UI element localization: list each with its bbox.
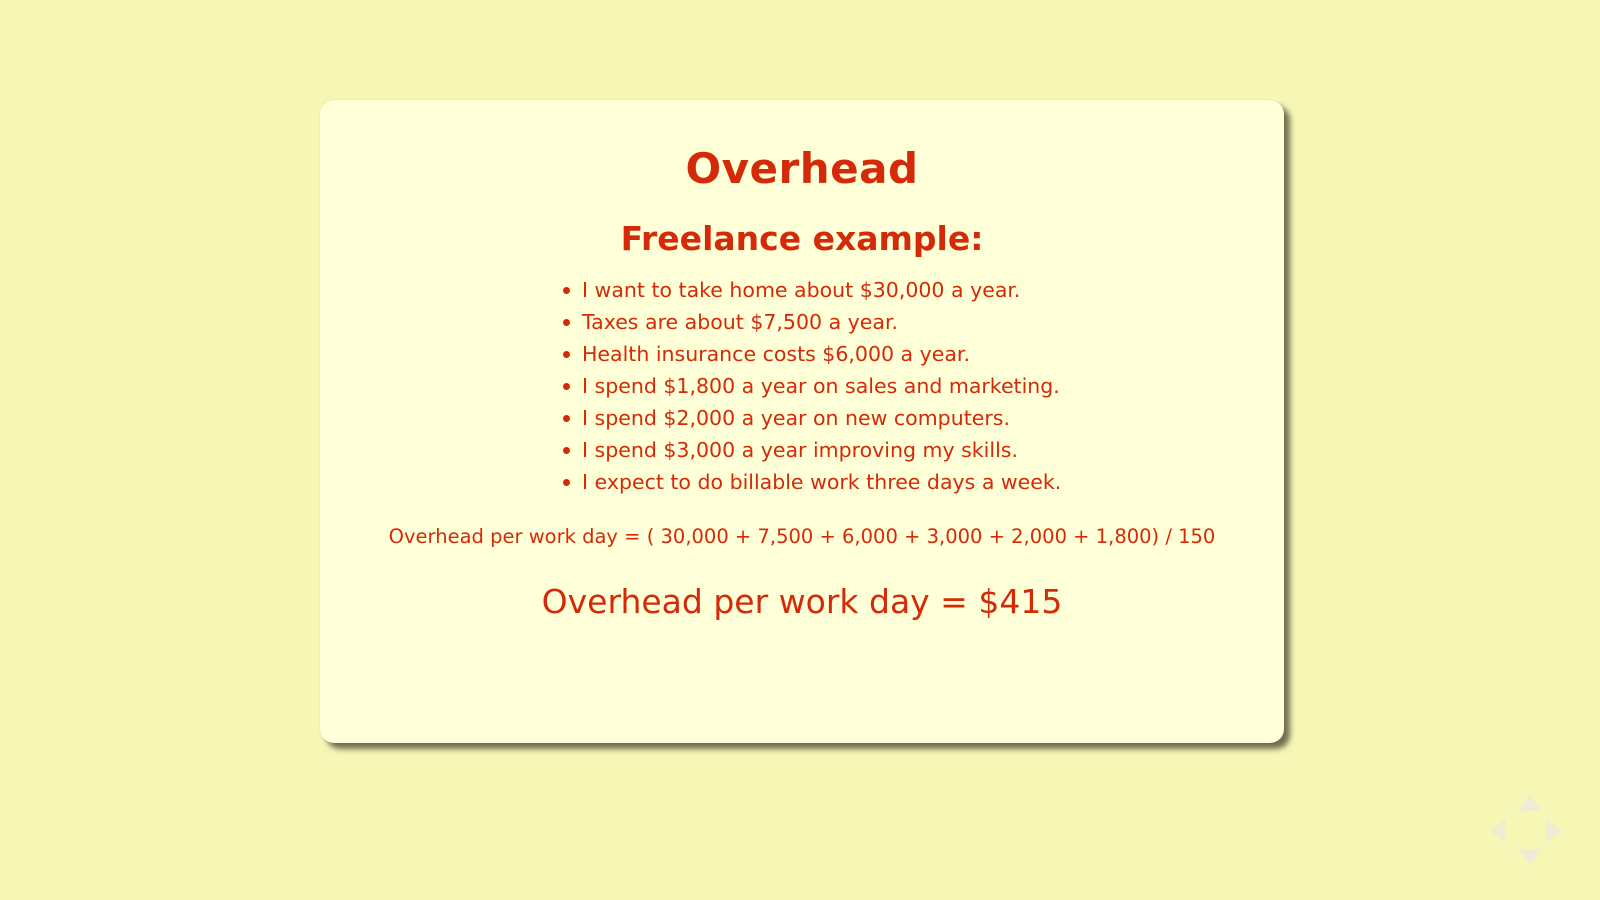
slide-title: Overhead xyxy=(685,144,919,193)
list-item-text: I spend $1,800 a year on sales and marketing. xyxy=(582,374,1060,398)
bullet-icon xyxy=(563,319,570,326)
arrow-up-icon[interactable] xyxy=(1518,795,1542,811)
list-item-text: I spend $2,000 a year on new computers. xyxy=(582,406,1010,430)
bullet-icon xyxy=(563,351,570,358)
arrow-right-icon[interactable] xyxy=(1546,819,1562,843)
overhead-result: Overhead per work day = $415 xyxy=(541,582,1063,621)
list-item xyxy=(560,370,1180,402)
arrow-left-icon[interactable] xyxy=(1490,819,1506,843)
bullet-list xyxy=(560,274,1180,498)
list-item xyxy=(560,466,1180,498)
slide-subtitle: Freelance example: xyxy=(620,219,984,258)
list-item-text: I expect to do billable work three days a week. xyxy=(582,470,1062,494)
bullet-icon xyxy=(563,287,570,294)
arrow-down-icon[interactable] xyxy=(1518,849,1542,865)
bullet-icon xyxy=(563,479,570,486)
bullet-icon xyxy=(563,447,570,454)
bullet-icon xyxy=(563,415,570,422)
list-item-text: I spend $3,000 a year improving my skills. xyxy=(582,438,1018,462)
bullet-icon xyxy=(563,383,570,390)
overhead-formula: Overhead per work day = ( 30,000 + 7,500 + 6,000 + 3,000 + 2,000 + 1,800) / 150 xyxy=(388,525,1216,548)
slide xyxy=(320,100,1284,743)
list-item-text: Taxes are about $7,500 a year. xyxy=(582,310,899,334)
list-item xyxy=(560,434,1180,466)
list-item-text: I want to take home about $30,000 a year. xyxy=(582,278,1021,302)
list-item xyxy=(560,306,1180,338)
list-item xyxy=(560,274,1180,306)
list-item xyxy=(560,402,1180,434)
list-item-text: Health insurance costs $6,000 a year. xyxy=(582,342,970,366)
list-item xyxy=(560,338,1180,370)
slide-navigation-controls xyxy=(1490,790,1570,870)
